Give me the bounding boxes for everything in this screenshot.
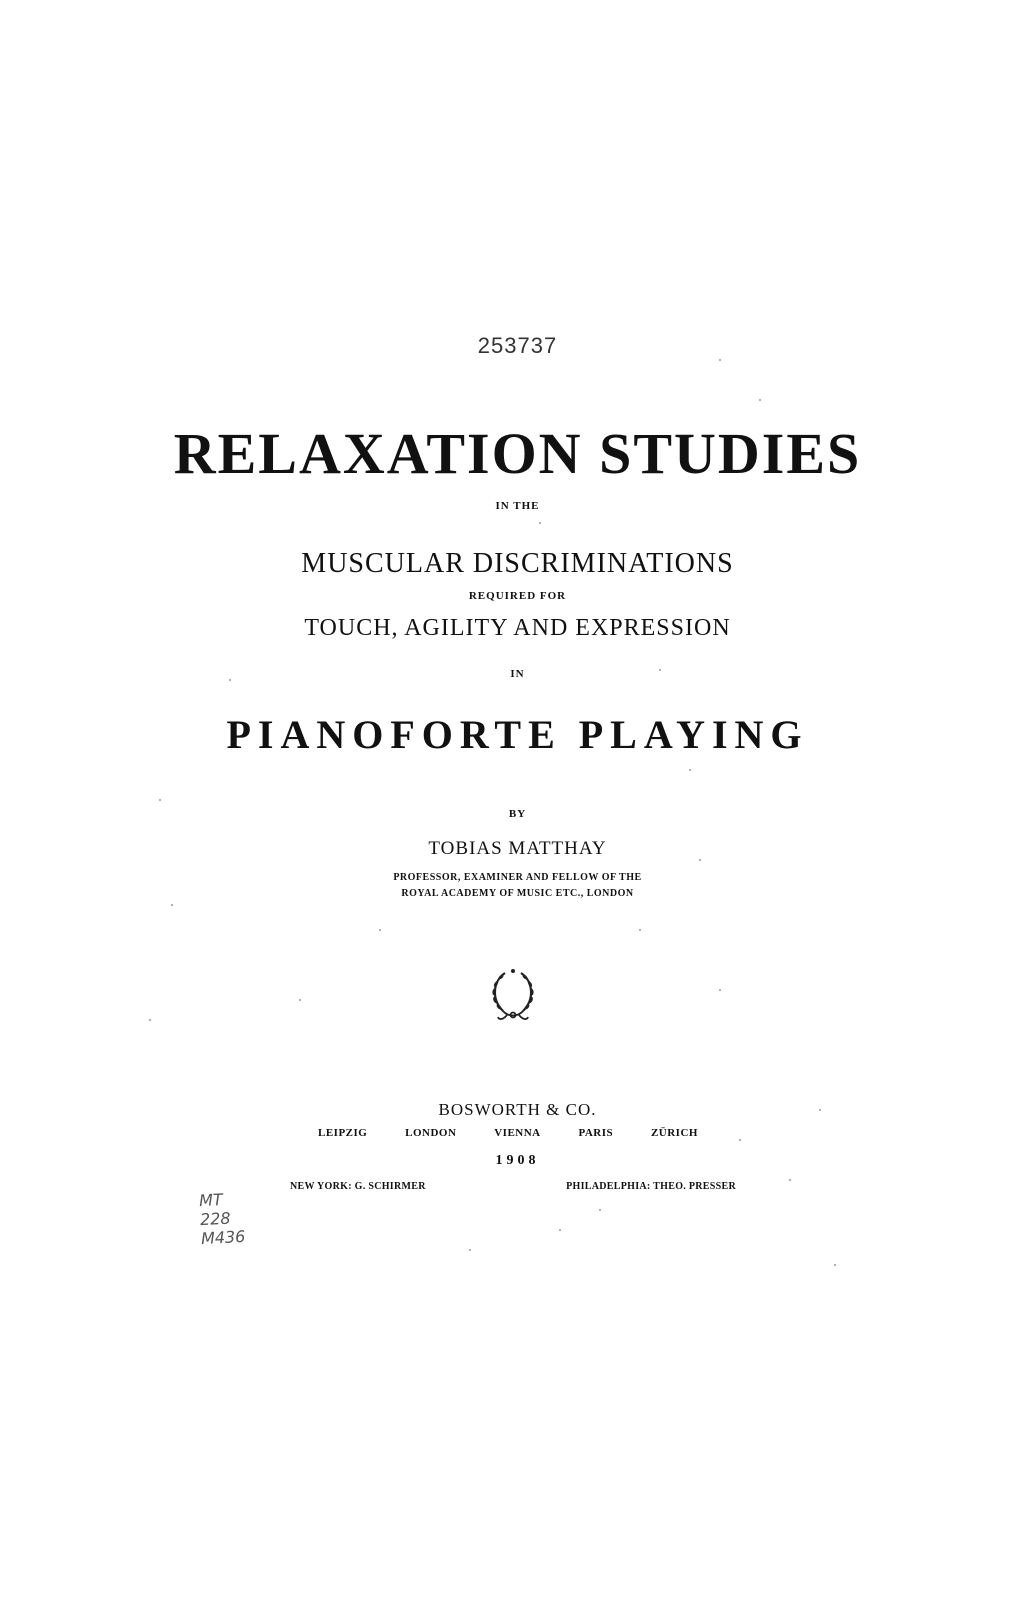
publisher-agents [290,1181,736,1192]
subtitle-pianoforte-playing: PIANOFORTE PLAYING [226,712,809,757]
city-paris: PARIS [578,1127,614,1139]
call-number-line-2: 228 [199,1208,232,1230]
author-title-line-1: PROFESSOR, EXAMINER AND FELLOW OF THE [393,872,642,883]
publication-year: 1908 [495,1153,540,1168]
author-name: TOBIAS MATTHAY [428,838,607,859]
handwritten-call-number [199,1189,246,1248]
city-vienna: VIENNA [494,1127,541,1139]
connector-required-for: REQUIRED FOR [468,590,567,602]
author-title-line-2: ROYAL ACADEMY OF MUSIC ETC., LONDON [401,888,634,899]
book-title: RELAXATION STUDIES [173,421,862,486]
city-leipzig: LEIPZIG [318,1127,368,1139]
call-number-line-3: M436 [200,1226,246,1249]
laurel-wreath-icon [483,965,543,1025]
publisher-name: BOSWORTH & CO. [438,1100,597,1119]
subtitle-muscular-discriminations: MUSCULAR DISCRIMINATIONS [301,548,734,579]
accession-number: 253737 [477,333,558,358]
connector-in: IN [510,668,525,680]
city-london: LONDON [405,1127,457,1139]
subtitle-touch-agility-expression: TOUCH, AGILITY AND EXPRESSION [304,615,731,641]
agent-new-york: NEW YORK: G. SCHIRMER [290,1181,426,1192]
call-number-line-1: MT [198,1189,224,1211]
connector-by: BY [508,808,527,820]
connector-in-the: IN THE [495,500,540,512]
city-zurich: ZÜRICH [650,1127,698,1139]
agent-philadelphia: PHILADELPHIA: THEO. PRESSER [566,1181,736,1192]
publisher-cities [318,1127,698,1139]
